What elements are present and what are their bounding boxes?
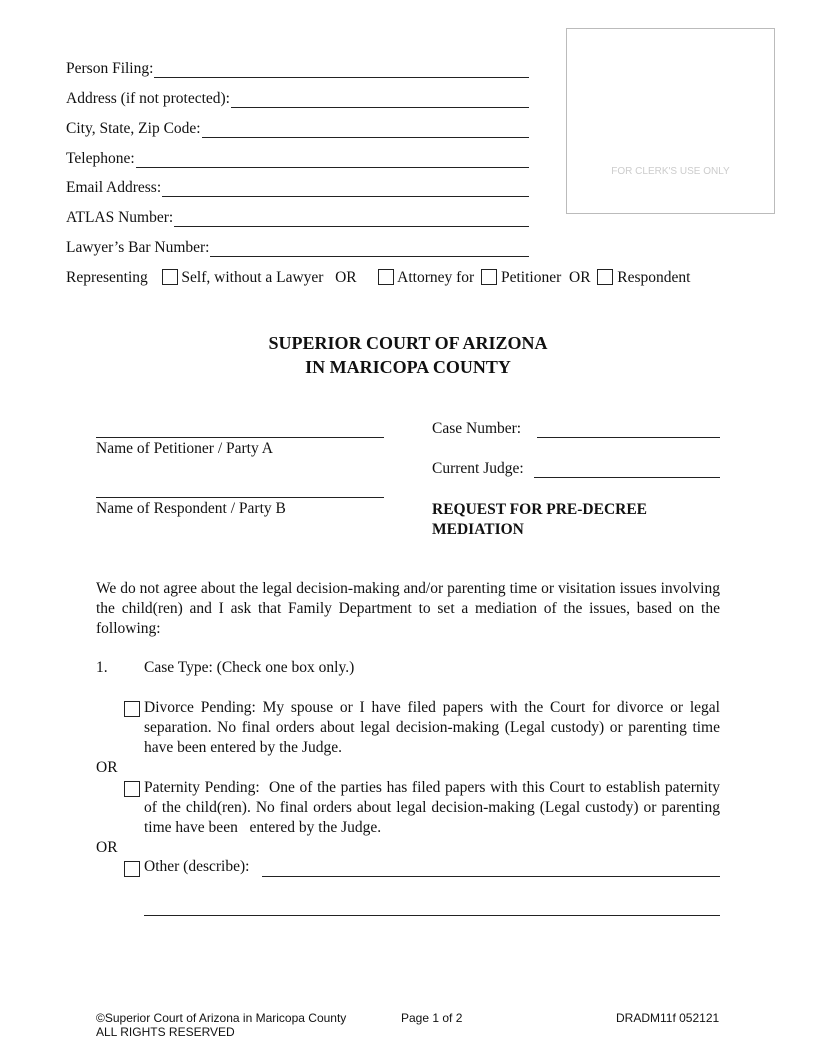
footer-copyright xyxy=(96,1011,346,1039)
petitioner-name-line[interactable] xyxy=(96,437,384,438)
respondent-label: Name of Respondent / Party B xyxy=(96,500,286,517)
intro-paragraph: We do not agree about the legal decision-making and/or parenting time or visitation issues involving the child(ren) and I ask that Family Department to set a mediation of the issues, based on the following: xyxy=(96,580,720,637)
petitioner-label: Petitioner xyxy=(500,269,562,286)
respondent-name-line[interactable] xyxy=(96,497,384,498)
current-judge-label: Current Judge: xyxy=(432,460,524,477)
court-line-2: IN MARICOPA COUNTY xyxy=(305,357,511,377)
court-line-1: SUPERIOR COURT OF ARIZONA xyxy=(268,333,548,353)
field-line[interactable] xyxy=(136,152,529,168)
field-label: Lawyer’s Bar Number: xyxy=(66,239,210,256)
email-field[interactable] xyxy=(66,177,529,197)
field-line[interactable] xyxy=(210,241,529,257)
self-label: Self, without a Lawyer xyxy=(181,269,324,286)
respondent-checkbox[interactable] xyxy=(597,269,613,285)
representing-row xyxy=(66,269,690,287)
clerk-use-box xyxy=(566,28,775,214)
clerk-use-label: FOR CLERK'S USE ONLY xyxy=(611,166,730,177)
field-line[interactable] xyxy=(202,122,529,138)
field-label: City, State, Zip Code: xyxy=(66,120,201,137)
document-title xyxy=(432,500,647,540)
or-label: OR xyxy=(96,759,118,776)
telephone-field[interactable] xyxy=(66,148,529,168)
field-label: Email Address: xyxy=(66,179,162,196)
petitioner-checkbox[interactable] xyxy=(481,269,497,285)
other-option-label: Other (describe): xyxy=(144,858,250,875)
or-label: OR xyxy=(335,269,357,286)
rights-text: ALL RIGHTS RESERVED xyxy=(96,1025,235,1039)
divorce-option-text: Divorce Pending: My spouse or I have filed papers with the Court for divorce or legal separation. No final orders about legal decision-making (Legal custody) or parenting time have been entered by the Judge. xyxy=(144,699,720,756)
court-title xyxy=(0,331,816,379)
case-number-line[interactable] xyxy=(537,437,720,438)
petitioner-label: Name of Petitioner / Party A xyxy=(96,440,273,457)
attorney-checkbox[interactable] xyxy=(378,269,394,285)
field-label: Address (if not protected): xyxy=(66,90,230,107)
other-describe-line-2[interactable] xyxy=(144,915,720,916)
document-title-line-1: REQUEST FOR PRE-DECREE xyxy=(432,501,648,518)
other-describe-line[interactable] xyxy=(262,876,720,877)
field-label: ATLAS Number: xyxy=(66,209,174,226)
atlas-number-field[interactable] xyxy=(66,207,529,227)
field-line[interactable] xyxy=(154,62,529,78)
other-checkbox[interactable] xyxy=(124,861,140,877)
city-state-zip-field[interactable] xyxy=(66,118,529,138)
copyright-text: ©Superior Court of Arizona in Maricopa County xyxy=(96,1011,347,1025)
or-label: OR xyxy=(569,269,591,286)
field-line[interactable] xyxy=(231,92,529,108)
case-type-label: Case Type: (Check one box only.) xyxy=(144,659,355,676)
person-filing-field[interactable] xyxy=(66,58,529,78)
field-line[interactable] xyxy=(162,181,529,197)
self-checkbox[interactable] xyxy=(162,269,178,285)
paternity-option-text: Paternity Pending: One of the parties has filed papers with this Court to establish paternity of the child(ren). No final orders about legal decision-making (Legal custody) or parenting time have been entered by the Judge. xyxy=(144,779,724,836)
case-number-label: Case Number: xyxy=(432,420,522,437)
address-field[interactable] xyxy=(66,88,529,108)
field-label: Person Filing: xyxy=(66,60,154,77)
or-label: OR xyxy=(96,839,118,856)
field-label: Telephone: xyxy=(66,150,135,167)
attorney-label: Attorney for xyxy=(397,269,475,286)
paternity-checkbox[interactable] xyxy=(124,781,140,797)
respondent-label: Respondent xyxy=(617,269,691,286)
representing-label: Representing xyxy=(66,269,148,286)
item-number: 1. xyxy=(96,659,108,676)
divorce-checkbox[interactable] xyxy=(124,701,140,717)
bar-number-field[interactable] xyxy=(66,237,529,257)
form-code: DRADM11f 052121 xyxy=(616,1011,720,1025)
field-line[interactable] xyxy=(174,211,529,227)
document-title-line-2: MEDIATION xyxy=(432,521,524,538)
current-judge-line[interactable] xyxy=(534,477,720,478)
page-number: Page 1 of 2 xyxy=(401,1011,463,1025)
